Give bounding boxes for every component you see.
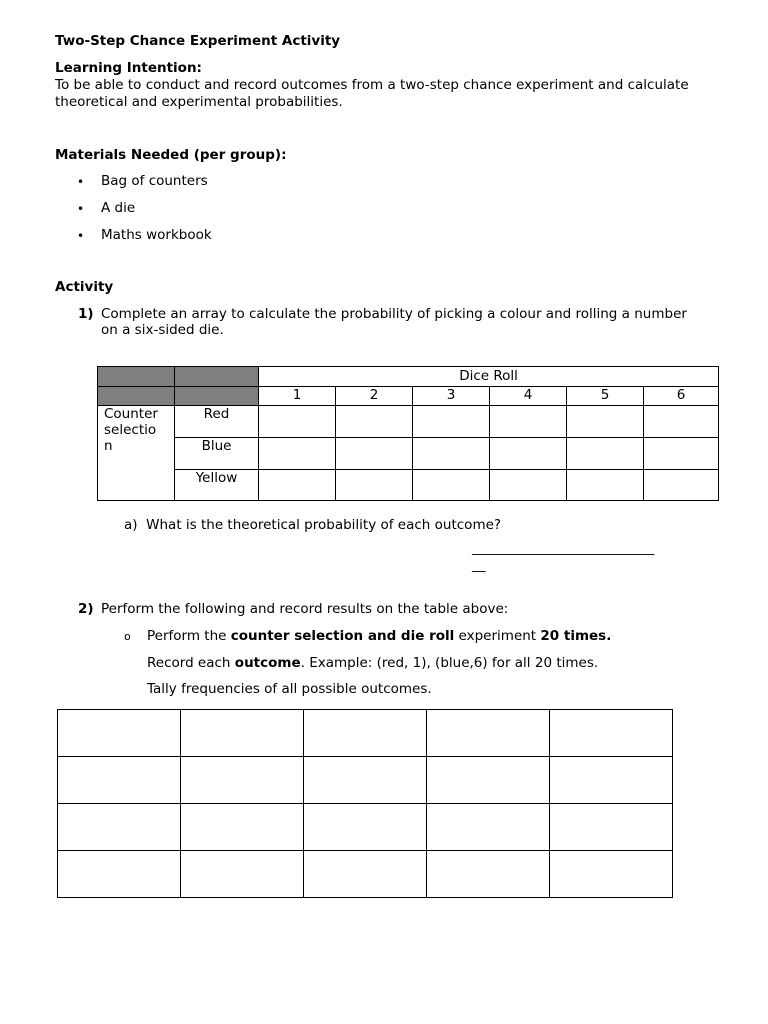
- circle-bullet-icon: o: [124, 630, 131, 643]
- counter-selection-text: Counter selectio n: [104, 406, 158, 454]
- table-cell[interactable]: [413, 438, 490, 470]
- table-header-shaded-cell: [98, 387, 175, 406]
- instruction-line-1: [147, 628, 611, 644]
- question-1a: [124, 517, 501, 533]
- question-1-number: 1): [78, 306, 94, 322]
- question-1-text: Complete an array to calculate the probability of picking a colour and rolling a number on a six-sided die.: [101, 306, 687, 338]
- instruction-text: Perform the: [147, 628, 231, 644]
- learning-intention-text: To be able to conduct and record outcomes from a two-step chance experiment and calculate theoretical and experimental probabilities.: [55, 77, 689, 110]
- instruction-bold-text: 20 times.: [540, 628, 612, 644]
- tally-cell[interactable]: [427, 757, 550, 804]
- bullet-icon: •: [77, 175, 85, 189]
- table-cell[interactable]: [490, 406, 567, 438]
- tally-cell[interactable]: [550, 851, 673, 898]
- counter-selection-label: [98, 406, 175, 501]
- instruction-text: experiment: [454, 628, 541, 644]
- colour-label: Red: [175, 406, 259, 438]
- answer-line-continued[interactable]: __: [472, 557, 486, 573]
- table-cell[interactable]: [644, 438, 719, 470]
- colour-label: Blue: [175, 438, 259, 470]
- activity-heading: Activity: [55, 279, 114, 295]
- table-cell[interactable]: [336, 438, 413, 470]
- materials-item: Bag of counters: [101, 173, 208, 189]
- table-cell[interactable]: [490, 470, 567, 501]
- table-cell[interactable]: [567, 470, 644, 501]
- tally-cell[interactable]: [427, 804, 550, 851]
- materials-item: A die: [101, 200, 136, 216]
- table-cell[interactable]: [413, 470, 490, 501]
- dice-number-header: 4: [490, 387, 567, 406]
- table-cell[interactable]: [567, 438, 644, 470]
- table-cell[interactable]: [490, 438, 567, 470]
- instruction-line-3: Tally frequencies of all possible outcomes.: [147, 681, 432, 697]
- table-cell[interactable]: [259, 470, 336, 501]
- dice-number-header: 6: [644, 387, 719, 406]
- table-header-shaded-cell: [175, 387, 259, 406]
- instruction-text: . Example: (red, 1), (blue,6) for all 20 times.: [300, 655, 599, 671]
- dice-roll-header: Dice Roll: [259, 367, 719, 387]
- tally-cell[interactable]: [181, 757, 304, 804]
- tally-cell[interactable]: [304, 710, 427, 757]
- table-cell[interactable]: [259, 438, 336, 470]
- answer-line[interactable]: ___________________________: [472, 540, 655, 556]
- table-header-shaded-cell: [98, 367, 175, 387]
- tally-cell[interactable]: [550, 757, 673, 804]
- learning-intention-heading: Learning Intention:: [55, 60, 202, 76]
- page-title: Two-Step Chance Experiment Activity: [55, 33, 341, 49]
- question-1a-text: What is the theoretical probability of each outcome?: [146, 517, 502, 533]
- question-2-text: Perform the following and record results on the table above:: [101, 601, 509, 617]
- tally-cell[interactable]: [550, 710, 673, 757]
- instruction-line-2: [147, 655, 598, 671]
- dice-number-header: 3: [413, 387, 490, 406]
- dice-number-header: 5: [567, 387, 644, 406]
- tally-cell[interactable]: [58, 851, 181, 898]
- table-cell[interactable]: [644, 470, 719, 501]
- table-cell[interactable]: [413, 406, 490, 438]
- dice-number-header: 1: [259, 387, 336, 406]
- dice-number-header: 2: [336, 387, 413, 406]
- bullet-icon: •: [77, 202, 85, 216]
- tally-cell[interactable]: [304, 851, 427, 898]
- table-header-shaded-cell: [175, 367, 259, 387]
- instruction-text: Record each: [147, 655, 235, 671]
- tally-cell[interactable]: [181, 804, 304, 851]
- tally-cell[interactable]: [427, 851, 550, 898]
- table-cell[interactable]: [567, 406, 644, 438]
- materials-item: Maths workbook: [101, 227, 212, 243]
- materials-heading: Materials Needed (per group):: [55, 147, 287, 163]
- colour-label: Yellow: [175, 470, 259, 501]
- instruction-bold-text: outcome: [234, 655, 301, 671]
- tally-cell[interactable]: [58, 804, 181, 851]
- tally-cell[interactable]: [181, 710, 304, 757]
- tally-table: [57, 709, 673, 898]
- bullet-icon: •: [77, 229, 85, 243]
- tally-cell[interactable]: [304, 757, 427, 804]
- tally-cell[interactable]: [58, 710, 181, 757]
- table-cell[interactable]: [336, 406, 413, 438]
- probability-array-table: [97, 366, 719, 501]
- tally-cell[interactable]: [304, 804, 427, 851]
- instruction-bold-text: counter selection and die roll: [230, 628, 455, 644]
- question-2-number: 2): [78, 601, 94, 617]
- table-cell[interactable]: [259, 406, 336, 438]
- table-cell[interactable]: [336, 470, 413, 501]
- tally-cell[interactable]: [427, 710, 550, 757]
- question-1a-label: a): [124, 517, 138, 533]
- tally-cell[interactable]: [550, 804, 673, 851]
- tally-cell[interactable]: [58, 757, 181, 804]
- table-cell[interactable]: [644, 406, 719, 438]
- tally-cell[interactable]: [181, 851, 304, 898]
